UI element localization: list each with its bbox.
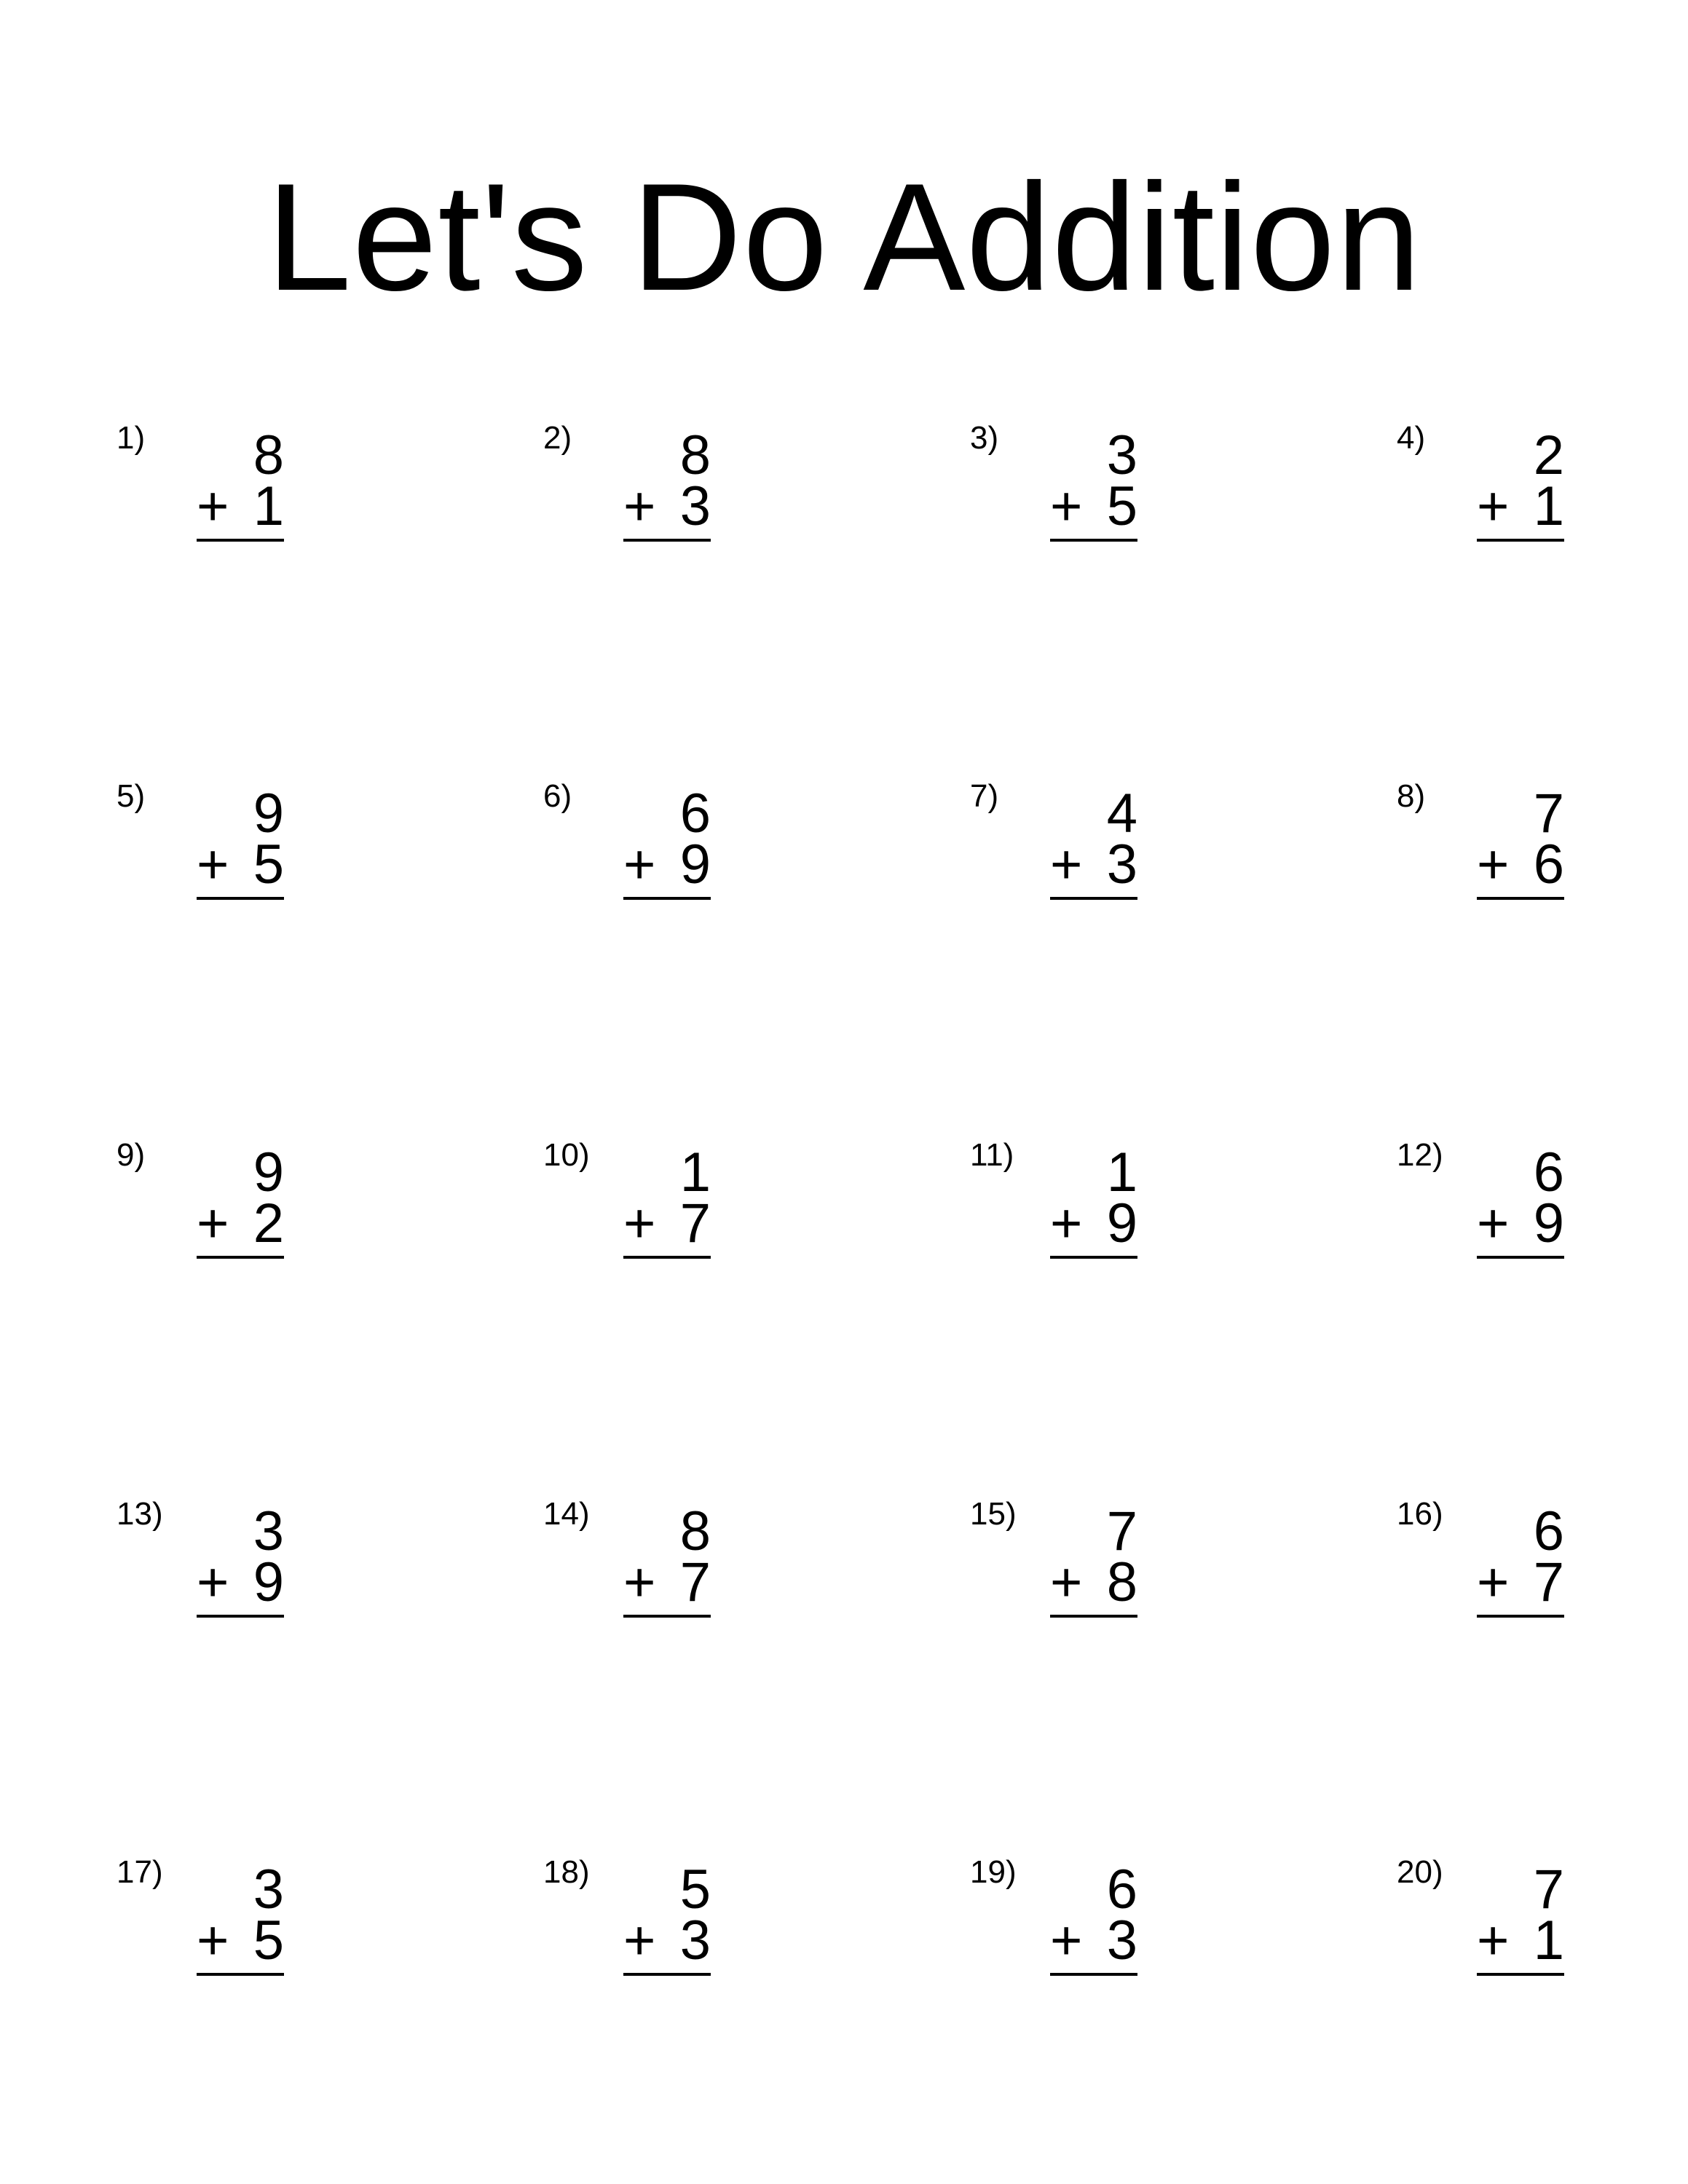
bottom-operand-row	[623, 475, 711, 537]
problem-item	[543, 422, 762, 568]
problem-body	[197, 1856, 284, 1987]
answer-line	[1050, 1615, 1137, 1618]
answer-line	[1477, 1615, 1564, 1618]
plus-sign: +	[623, 1910, 656, 1971]
answer-line	[1477, 1256, 1564, 1259]
top-operand: 2	[1533, 424, 1564, 486]
plus-sign: +	[1050, 475, 1083, 537]
top-operand: 7	[1106, 1500, 1137, 1562]
bottom-operand-row	[1477, 1910, 1564, 1971]
answer-line	[623, 897, 711, 900]
plus-sign: +	[1050, 1192, 1083, 1254]
bottom-operand-row	[197, 1551, 284, 1613]
top-operand: 9	[253, 783, 284, 844]
problem-number: 5)	[117, 778, 146, 814]
problem-number: 11)	[970, 1137, 1014, 1173]
problem-body	[623, 422, 711, 553]
problem-body	[197, 780, 284, 911]
top-operand: 7	[1533, 1859, 1564, 1920]
bottom-operand: 5	[253, 1910, 284, 1971]
answer-line	[1050, 897, 1137, 900]
problem-body	[197, 422, 284, 553]
problem-number: 7)	[970, 778, 999, 814]
plus-sign: +	[197, 475, 229, 537]
plus-sign: +	[197, 1910, 229, 1971]
bottom-operand-row	[1477, 1192, 1564, 1254]
problem-item	[543, 1139, 762, 1285]
answer-line	[1477, 1973, 1564, 1976]
problem-number: 20)	[1397, 1854, 1443, 1890]
problem-number: 12)	[1397, 1137, 1443, 1173]
top-operand: 8	[679, 1500, 711, 1562]
top-operand: 1	[679, 1142, 711, 1203]
bottom-operand: 3	[1106, 834, 1137, 895]
bottom-operand-row	[197, 1910, 284, 1971]
answer-line	[623, 1256, 711, 1259]
problem-number: 17)	[117, 1854, 163, 1890]
plus-sign: +	[197, 1192, 229, 1254]
top-operand: 6	[1533, 1142, 1564, 1203]
top-operand: 8	[253, 424, 284, 486]
bottom-operand: 7	[679, 1192, 711, 1254]
plus-sign: +	[1477, 1551, 1510, 1613]
top-operand: 5	[679, 1859, 711, 1920]
plus-sign: +	[1477, 834, 1510, 895]
bottom-operand: 5	[253, 834, 284, 895]
bottom-operand-row	[1050, 475, 1137, 537]
answer-line	[197, 1256, 284, 1259]
bottom-operand: 9	[679, 834, 711, 895]
bottom-operand: 1	[1533, 475, 1564, 537]
bottom-operand: 3	[679, 475, 711, 537]
problem-number: 8)	[1397, 778, 1426, 814]
bottom-operand-row	[1477, 834, 1564, 895]
plus-sign: +	[623, 834, 656, 895]
answer-line	[1050, 1256, 1137, 1259]
bottom-operand-row	[623, 1192, 711, 1254]
plus-sign: +	[1050, 1551, 1083, 1613]
problem-number: 19)	[970, 1854, 1017, 1890]
top-operand: 7	[1533, 783, 1564, 844]
page-title: Let's Do Addition	[266, 151, 1422, 323]
problem-body	[1477, 1856, 1564, 1987]
bottom-operand: 3	[1106, 1910, 1137, 1971]
problem-item	[970, 1856, 1188, 2002]
problem-body	[1477, 780, 1564, 911]
problem-item	[543, 780, 762, 926]
problem-number: 3)	[970, 420, 999, 456]
bottom-operand: 5	[1106, 475, 1137, 537]
problem-body	[1050, 422, 1137, 553]
plus-sign: +	[197, 1551, 229, 1613]
plus-sign: +	[623, 475, 656, 537]
problem-number: 9)	[117, 1137, 146, 1173]
bottom-operand-row	[1050, 1551, 1137, 1613]
bottom-operand-row	[623, 834, 711, 895]
problem-item	[970, 1498, 1188, 1644]
plus-sign: +	[1477, 1192, 1510, 1254]
bottom-operand: 2	[253, 1192, 284, 1254]
top-operand: 6	[1106, 1859, 1137, 1920]
problem-body	[1050, 1498, 1137, 1629]
bottom-operand-row	[1477, 1551, 1564, 1613]
plus-sign: +	[1050, 1910, 1083, 1971]
problem-body	[197, 1139, 284, 1270]
problem-body	[1050, 1856, 1137, 1987]
bottom-operand-row	[1050, 834, 1137, 895]
bottom-operand-row	[197, 834, 284, 895]
top-operand: 3	[253, 1500, 284, 1562]
bottom-operand: 7	[1533, 1551, 1564, 1613]
top-operand: 3	[1106, 424, 1137, 486]
problem-number: 1)	[117, 420, 146, 456]
answer-line	[1050, 1973, 1137, 1976]
problem-item	[970, 422, 1188, 568]
bottom-operand: 9	[253, 1551, 284, 1613]
bottom-operand-row	[197, 1192, 284, 1254]
bottom-operand-row	[1050, 1192, 1137, 1254]
problem-body	[1050, 780, 1137, 911]
plus-sign: +	[623, 1192, 656, 1254]
problem-item	[1397, 1856, 1615, 2002]
plus-sign: +	[1477, 475, 1510, 537]
problem-item	[970, 1139, 1188, 1285]
plus-sign: +	[1050, 834, 1083, 895]
answer-line	[623, 539, 711, 542]
bottom-operand: 9	[1106, 1192, 1137, 1254]
top-operand: 1	[1106, 1142, 1137, 1203]
problem-number: 6)	[543, 778, 572, 814]
answer-line	[623, 1973, 711, 1976]
problem-body	[1477, 1498, 1564, 1629]
problem-body	[623, 780, 711, 911]
problem-item	[117, 780, 335, 926]
problem-item	[970, 780, 1188, 926]
bottom-operand: 9	[1533, 1192, 1564, 1254]
bottom-operand-row	[1477, 475, 1564, 537]
answer-line	[623, 1615, 711, 1618]
problem-item	[117, 1139, 335, 1285]
bottom-operand: 7	[679, 1551, 711, 1613]
answer-line	[1477, 897, 1564, 900]
problem-item	[1397, 780, 1615, 926]
problem-item	[1397, 1498, 1615, 1644]
problem-item	[117, 1856, 335, 2002]
answer-line	[1050, 539, 1137, 542]
top-operand: 8	[679, 424, 711, 486]
bottom-operand: 8	[1106, 1551, 1137, 1613]
problem-body	[1477, 1139, 1564, 1270]
bottom-operand: 1	[253, 475, 284, 537]
answer-line	[197, 1615, 284, 1618]
bottom-operand: 1	[1533, 1910, 1564, 1971]
bottom-operand-row	[623, 1551, 711, 1613]
problem-number: 18)	[543, 1854, 590, 1890]
problem-body	[623, 1139, 711, 1270]
problem-body	[1477, 422, 1564, 553]
bottom-operand-row	[197, 475, 284, 537]
top-operand: 6	[1533, 1500, 1564, 1562]
bottom-operand-row	[1050, 1910, 1137, 1971]
problem-number: 14)	[543, 1496, 590, 1532]
problem-body	[1050, 1139, 1137, 1270]
problem-item	[117, 1498, 335, 1644]
problem-body	[197, 1498, 284, 1629]
answer-line	[1477, 539, 1564, 542]
problem-number: 16)	[1397, 1496, 1443, 1532]
problem-item	[117, 422, 335, 568]
answer-line	[197, 1973, 284, 1976]
answer-line	[197, 539, 284, 542]
top-operand: 9	[253, 1142, 284, 1203]
problem-item	[1397, 422, 1615, 568]
plus-sign: +	[623, 1551, 656, 1613]
problem-number: 15)	[970, 1496, 1017, 1532]
problem-item	[543, 1856, 762, 2002]
problem-number: 10)	[543, 1137, 590, 1173]
answer-line	[197, 897, 284, 900]
problem-item	[543, 1498, 762, 1644]
top-operand: 4	[1106, 783, 1137, 844]
bottom-operand: 6	[1533, 834, 1564, 895]
problem-body	[623, 1498, 711, 1629]
bottom-operand: 3	[679, 1910, 711, 1971]
problem-number: 2)	[543, 420, 572, 456]
bottom-operand-row	[623, 1910, 711, 1971]
top-operand: 3	[253, 1859, 284, 1920]
problem-number: 13)	[117, 1496, 163, 1532]
plus-sign: +	[1477, 1910, 1510, 1971]
plus-sign: +	[197, 834, 229, 895]
problem-item	[1397, 1139, 1615, 1285]
problem-number: 4)	[1397, 420, 1426, 456]
problem-body	[623, 1856, 711, 1987]
top-operand: 6	[679, 783, 711, 844]
